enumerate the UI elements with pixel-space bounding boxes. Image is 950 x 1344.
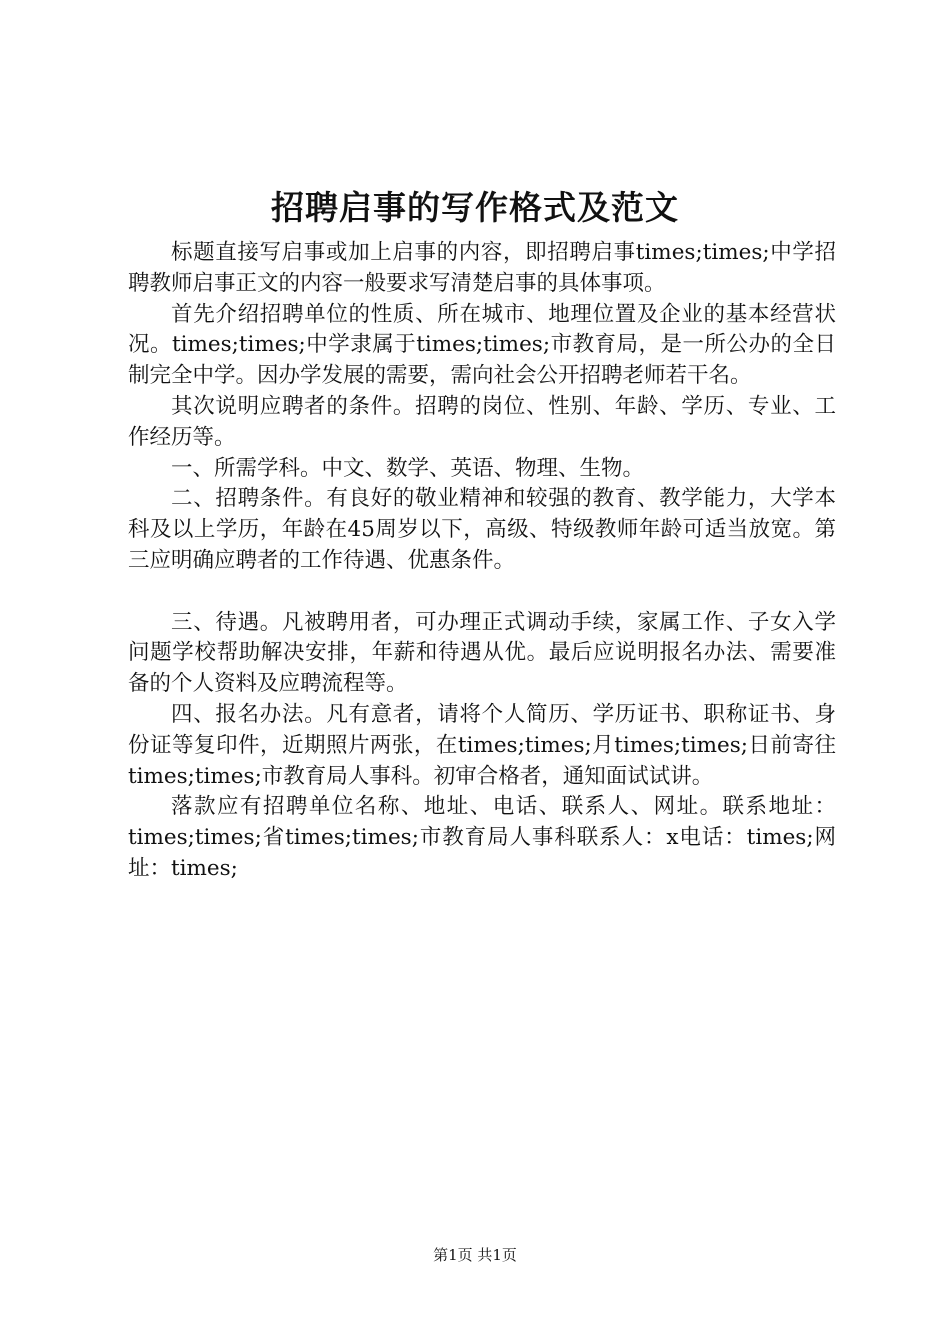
document-title: 招聘启事的写作格式及范文 <box>271 188 679 227</box>
blank-line <box>128 577 836 608</box>
paragraph-subjects: 一、所需学科。中文、数学、英语、物理、生物。 <box>171 455 645 481</box>
paragraph-benefits: 三、待遇。凡被聘用者，可办理正式调动手续，家属工作、子女入学问题学校帮助解决安排，年薪和待遇从优。最后应说明报名办法、需要准备的个人资料及应聘流程等。 <box>128 609 836 697</box>
paragraph-intro: 标题直接写启事或加上启事的内容，即招聘启事times;times;中学招聘教师启事正文的内容一般要求写清楚启事的具体事项。 <box>128 240 836 296</box>
paragraph-requirements: 二、招聘条件。有良好的敬业精神和较强的教育、教学能力，大学本科及以上学历，年龄在45周岁以下，高级、特级教师年龄可适当放宽。第三应明确应聘者的工作待遇、优惠条件。 <box>128 486 836 573</box>
paragraph-conditions: 其次说明应聘者的条件。招聘的岗位、性别、年龄、学历、专业、工作经历等。 <box>128 393 836 450</box>
paragraph-signature: 落款应有招聘单位名称、地址、电话、联系人、网址。联系地址：times;times;省times;times;市教育局人事科联系人：x电话：times;网址：times; <box>128 794 836 881</box>
paragraph-employer-info: 首先介绍招聘单位的性质、所在城市、地理位置及企业的基本经营状况。times;times;中学隶属于times;times;市教育局，是一所公办的全日制完全中学。因办学发展的需要，需向社会公开招聘老师若干名。 <box>128 301 836 389</box>
paragraph-application: 四、报名办法。凡有意者，请将个人简历、学历证书、职称证书、身份证等复印件，近期照片两张，在times;times;月times;times;日前寄往times;times;市教育局人事科。初审合格者，通知面试试讲。 <box>128 701 836 789</box>
document-body <box>128 238 836 885</box>
page-footer: 第1页 共1页 <box>433 1246 517 1264</box>
